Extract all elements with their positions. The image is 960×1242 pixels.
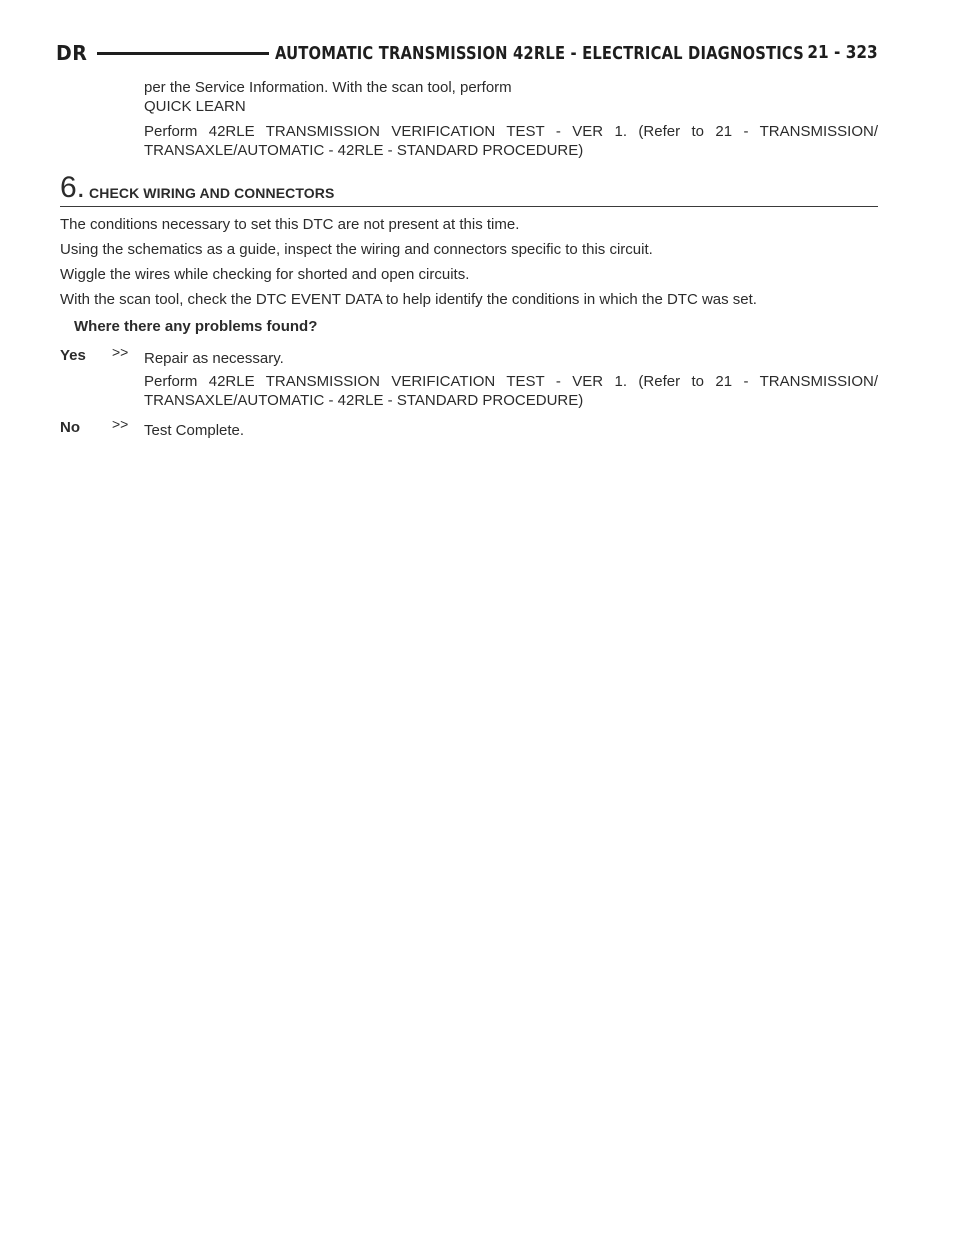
answer-no [60, 418, 878, 440]
answer-text: Repair as necessary. [144, 350, 284, 367]
text-line: TRANSAXLE/AUTOMATIC - 42RLE - STANDARD PROCEDURE) [144, 392, 584, 409]
step-paragraph: Wiggle the wires while checking for shorted and open circuits. [60, 266, 470, 283]
answer-arrow: >> [112, 344, 129, 360]
text-line: per the Service Information. With the scan tool, perform [144, 79, 512, 96]
section-title: AUTOMATIC TRANSMISSION 42RLE - ELECTRICAL DIAGNOSTICS [275, 42, 804, 64]
model-code: DR [56, 41, 88, 65]
answer-key: No [60, 419, 80, 436]
step-paragraph: Using the schematics as a guide, inspect the wiring and connectors specific to this circuit. [60, 241, 653, 258]
answer-key: Yes [60, 347, 86, 364]
answer-body [60, 418, 878, 440]
intro-paragraph-2 [144, 122, 878, 160]
text-line: QUICK LEARN [144, 98, 246, 115]
step-paragraph: With the scan tool, check the DTC EVENT DATA to help identify the conditions in which the DTC was set. [60, 291, 757, 308]
step-heading [60, 171, 878, 207]
step-paragraph: The conditions necessary to set this DTC are not present at this time. [60, 216, 520, 233]
page-header [56, 38, 878, 68]
step-title: CHECK WIRING AND CONNECTORS [89, 185, 335, 201]
text-line: Perform 42RLE TRANSMISSION VERIFICATION TEST - VER 1. (Refer to 21 - TRANSMISSION/ [144, 123, 878, 140]
text-line: TRANSAXLE/AUTOMATIC - 42RLE - STANDARD PROCEDURE) [144, 142, 584, 159]
answer-text: Test Complete. [144, 422, 245, 439]
page-content [60, 78, 878, 448]
intro-paragraph-1 [144, 78, 878, 116]
page-number: 21 - 323 [807, 42, 878, 63]
intro-block [60, 78, 878, 160]
answer-arrow: >> [112, 416, 129, 432]
answer-text [144, 372, 878, 410]
header-rule [97, 52, 269, 55]
answer-yes [60, 346, 878, 410]
text-line: Perform 42RLE TRANSMISSION VERIFICATION TEST - VER 1. (Refer to 21 - TRANSMISSION/ [144, 373, 878, 390]
answer-body [60, 346, 878, 410]
step-question: Where there any problems found? [74, 318, 318, 335]
step-number: 6. [60, 171, 86, 204]
